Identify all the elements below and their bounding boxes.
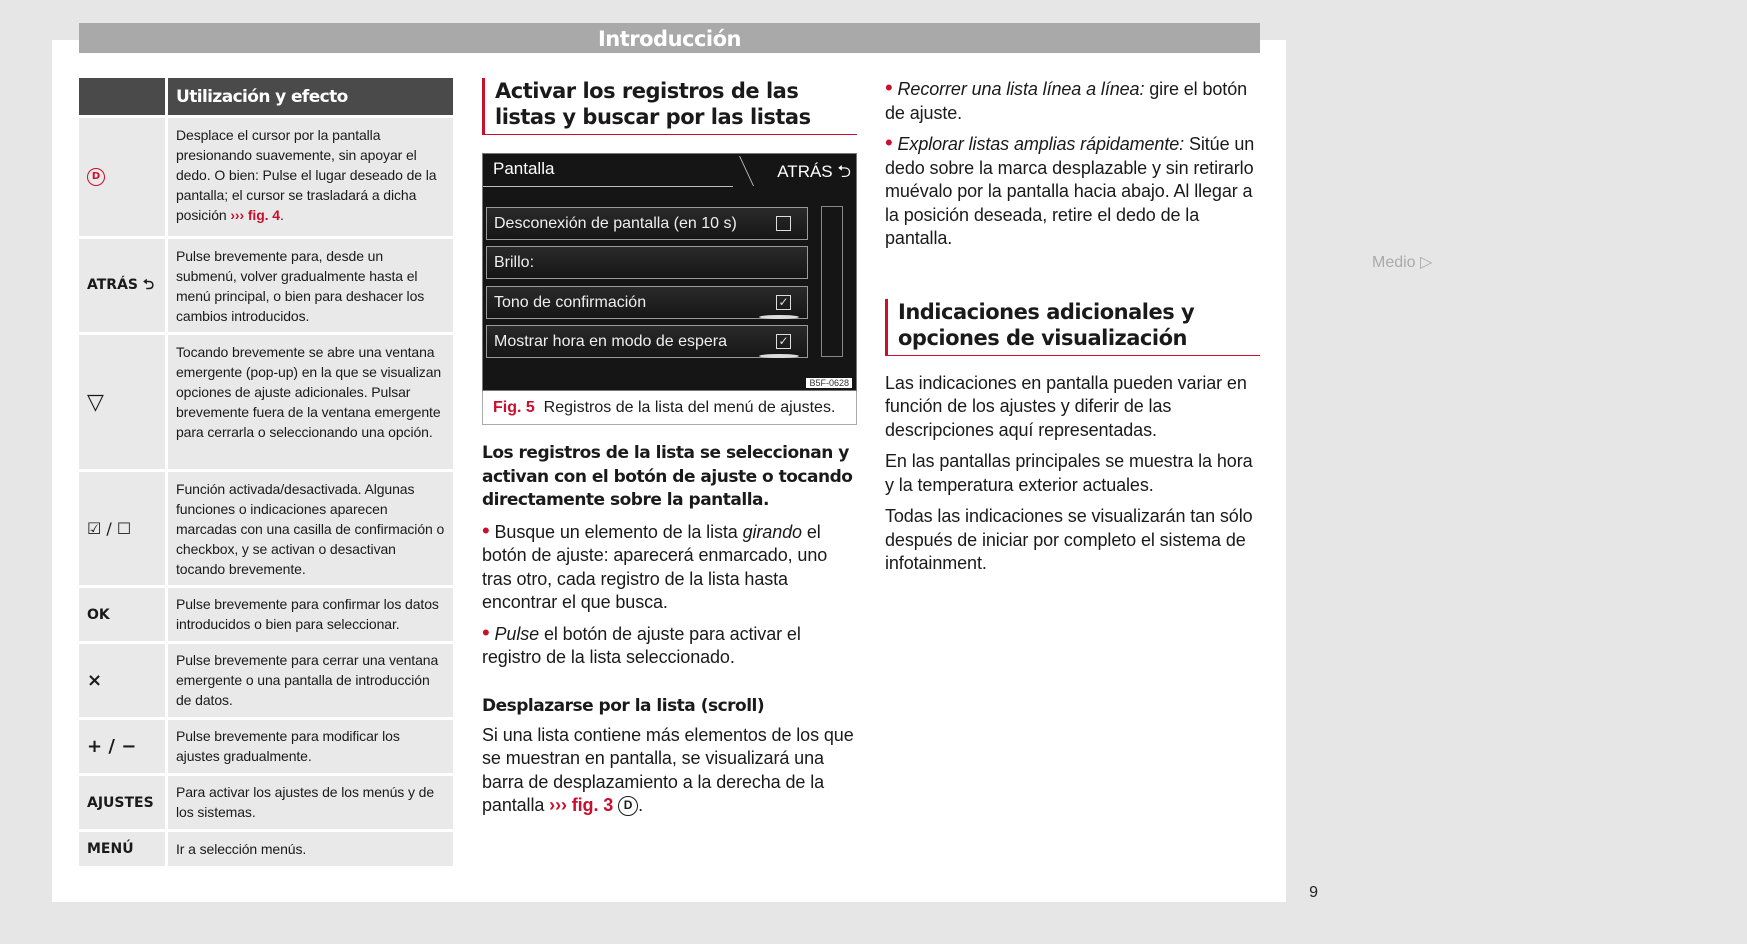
paragraph: En las pantallas principales se muestra la hora y la temperatura exterior actuales.	[885, 451, 1253, 495]
screen-divider	[483, 186, 733, 187]
table-key	[79, 118, 165, 236]
table-header-row	[79, 78, 453, 115]
table-value: Ir a selección menús.	[168, 832, 453, 866]
table-row	[79, 118, 453, 236]
table-header-label: Utilización y efecto	[168, 78, 453, 115]
brightness-value: Medio ▷	[1372, 254, 1433, 271]
plus-minus-icon: + / −	[79, 720, 165, 773]
scroll-paragraph: Si una lista contiene más elementos de los que se muestran en pantalla, se visualizará una barra de desplazamiento a la derecha de la pantalla ››› fig. 3 D .	[482, 724, 854, 815]
bullet-item: • Explorar listas amplias rápidamente: Sitúe un dedo sobre la marca desplazable y sin retirarlo muévalo por la pantalla hacia abajo. Al llegar a la posición deseada, retire el dedo de la pantalla.	[885, 130, 1255, 248]
screen-list-row[interactable]: Desconexión de pantalla (en 10 s)	[486, 207, 808, 240]
d-marker-icon: D	[87, 168, 105, 186]
screen-list-row[interactable]: Mostrar hora en modo de espera ✓	[486, 325, 808, 358]
bullet-item: • Busque un elemento de la lista girando el botón de ajuste: aparecerá enmarcado, uno tras otro, cada registro de la lista hasta encontrar el que busca.	[482, 517, 828, 612]
table-row	[79, 776, 453, 829]
table-value: Tocando brevemente se abre una ventana emergente (pop-up) en la que se visualizan opciones de ajuste adicionales. Pulsar brevemente fuera de la ventana emergente para cerrarla o seleccionando una opción.	[168, 335, 453, 469]
intro-paragraph: Los registros de la lista se seleccionan y activan con el botón de ajuste o tocando directamente sobre la pantalla.	[482, 443, 853, 510]
page-header: Introducción	[79, 23, 1260, 53]
table-value: Pulse brevemente para confirmar los datos introducidos o bien para seleccionar.	[168, 588, 453, 641]
controls-table	[79, 78, 453, 869]
right-column	[885, 75, 1260, 576]
paragraph: Todas las indicaciones se visualizarán tan sólo después de iniciar por completo el sistema de infotainment.	[885, 506, 1253, 573]
figure-caption: Fig. 5 Registros de la lista del menú de ajustes.	[482, 391, 857, 425]
table-value: Función activada/desactivada. Algunas funciones o indicaciones aparecen marcadas con una casilla de confirmación o checkbox, y se activan o desactivan tocando brevemente.	[168, 472, 453, 585]
checkbox-checked-icon[interactable]: ✓	[776, 295, 791, 310]
table-value: Pulse brevemente para, desde un submenú, volver gradualmente hasta el menú principal, o bien para deshacer los cambios introducidos.	[168, 239, 453, 332]
fig-3-link[interactable]: ››› fig. 3	[549, 795, 614, 815]
screen-scrollbar[interactable]	[821, 206, 843, 357]
page-number: 9	[1309, 884, 1318, 901]
screen-list-row[interactable]: Tono de confirmación ✓	[486, 286, 808, 319]
screen-list-row[interactable]: Brillo: Medio ▷	[486, 246, 808, 279]
table-key: MENÚ	[79, 832, 165, 866]
popup-triangle-icon: ▽	[79, 335, 165, 469]
table-value: Desplace el cursor por la pantalla presionando suavemente, sin apoyar el dedo. O bien: Pulse el lugar deseado de la pantalla; el cursor se trasladará a dicha posición ››› fig. 4.	[168, 118, 453, 236]
table-row	[79, 832, 453, 866]
table-key: ATRÁS ⮌	[79, 239, 165, 332]
table-row	[79, 472, 453, 585]
checkbox-icon: ☑ / ☐	[79, 472, 165, 585]
screen-back-button[interactable]: ATRÁS ⮌	[777, 162, 851, 181]
fig-4-link[interactable]: ››› fig. 4	[230, 207, 280, 223]
checkbox-checked-icon[interactable]: ✓	[776, 334, 791, 349]
press-indicator	[759, 354, 799, 358]
table-value: Pulse brevemente para modificar los ajustes gradualmente.	[168, 720, 453, 773]
table-row	[79, 720, 453, 773]
screen-tab-edge	[728, 156, 754, 186]
press-indicator	[759, 315, 799, 319]
table-header-key	[79, 78, 165, 115]
section-title: Activar los registros de las listas y buscar por las listas	[482, 78, 857, 135]
table-row	[79, 588, 453, 641]
d-marker-icon: D	[618, 796, 638, 816]
paragraph: Las indicaciones en pantalla pueden variar en función de los ajustes y diferir de las descripciones aquí representadas.	[885, 372, 1247, 440]
table-key: AJUSTES	[79, 776, 165, 829]
close-icon: ×	[79, 644, 165, 717]
screen-title: Pantalla	[493, 159, 555, 178]
bullet-item: • Pulse el botón de ajuste para activar el registro de la lista seleccionado.	[482, 619, 801, 667]
section-title: Indicaciones adicionales y opciones de visualización	[885, 299, 1260, 356]
subheading: Desplazarse por la lista (scroll)	[482, 695, 765, 716]
checkbox-icon[interactable]	[776, 216, 791, 231]
table-row	[79, 644, 453, 717]
table-row	[79, 335, 453, 469]
figure-code: B5F-0628	[806, 378, 852, 388]
table-row	[79, 239, 453, 332]
table-value: Pulse brevemente para cerrar una ventana emergente o una pantalla de introducción de datos.	[168, 644, 453, 717]
bullet-item: • Recorrer una lista línea a línea: gire el botón de ajuste.	[885, 75, 1248, 123]
table-key: OK	[79, 588, 165, 641]
table-value: Para activar los ajustes de los menús y de los sistemas.	[168, 776, 453, 829]
